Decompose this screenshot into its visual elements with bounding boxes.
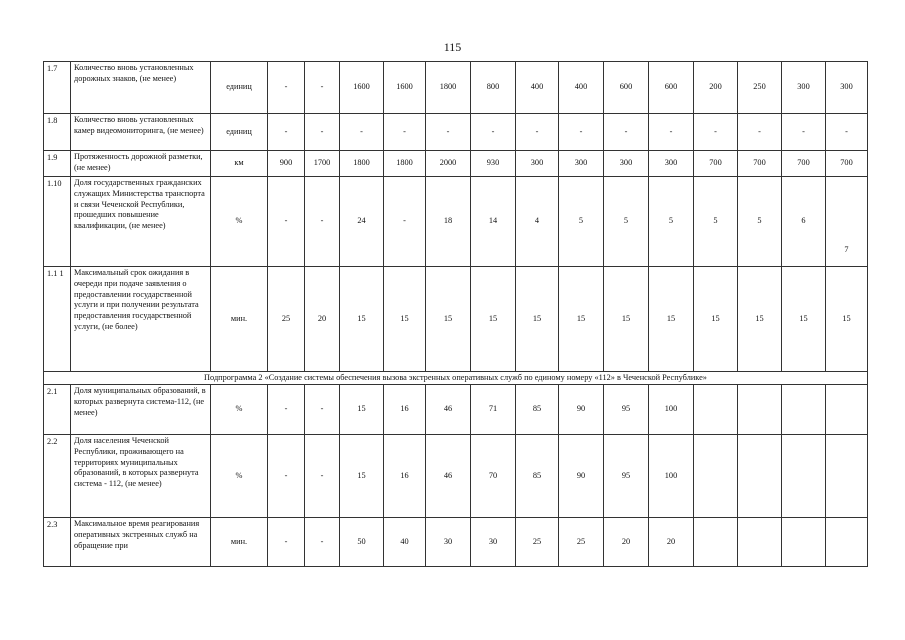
value-cell: 700 [782,151,826,177]
value-cell: 300 [604,151,649,177]
indicator-name: Доля государственных гражданских служащих Министерства транспорта и связи Чеченской Республики, прошедших повышение квалификации, (не менее) [71,177,211,267]
value-cell: 700 [826,151,868,177]
row-number: 2.2 [44,435,71,518]
subprogram-header-row [44,372,868,385]
subprogram-title: Подпрограмма 2 «Создание системы обеспечения вызова экстренных оперативных служб по единому номеру «112» в Чеченской Республике» [44,372,868,385]
value-cell: 16 [384,385,426,435]
value-cell: - [738,114,782,151]
unit-cell: единиц [211,114,268,151]
value-cell: 25 [268,267,305,372]
value-cell: 30 [426,518,471,567]
value-cell: 15 [559,267,604,372]
value-cell: 200 [694,62,738,114]
value-cell: 900 [268,151,305,177]
value-cell [738,385,782,435]
value-cell [738,518,782,567]
value-cell: 15 [738,267,782,372]
row-number: 2.3 [44,518,71,567]
value-cell: 400 [516,62,559,114]
value-cell: 15 [826,267,868,372]
value-cell: - [826,114,868,151]
value-cell: - [305,385,340,435]
value-cell [782,518,826,567]
value-cell: 25 [559,518,604,567]
value-cell: 2000 [426,151,471,177]
row-number: 1.10 [44,177,71,267]
value-cell: 14 [471,177,516,267]
value-cell: 20 [305,267,340,372]
row-number: 1.9 [44,151,71,177]
value-cell: 100 [649,435,694,518]
value-cell: - [471,114,516,151]
value-cell: - [305,62,340,114]
value-cell: 800 [471,62,516,114]
unit-cell: единиц [211,62,268,114]
value-cell: - [268,385,305,435]
value-cell: - [268,518,305,567]
value-cell: - [694,114,738,151]
value-cell: 40 [384,518,426,567]
value-cell: 16 [384,435,426,518]
value-cell: 15 [694,267,738,372]
value-cell: 1800 [340,151,384,177]
value-cell: - [305,114,340,151]
value-cell: 700 [694,151,738,177]
value-cell: - [340,114,384,151]
value-cell: - [782,114,826,151]
table-row [44,267,868,372]
value-cell: - [268,62,305,114]
value-cell: 5 [559,177,604,267]
row-number: 2.1 [44,385,71,435]
value-cell: 1600 [384,62,426,114]
value-cell: 300 [782,62,826,114]
value-cell: 930 [471,151,516,177]
value-cell: 1800 [426,62,471,114]
value-cell: 15 [649,267,694,372]
value-cell: - [426,114,471,151]
value-cell [826,435,868,518]
value-cell: 24 [340,177,384,267]
value-cell: 15 [471,267,516,372]
value-cell [782,385,826,435]
row-number: 1.7 [44,62,71,114]
table-row [44,151,868,177]
value-cell: - [516,114,559,151]
value-cell: 250 [738,62,782,114]
indicator-name: Количество вновь установленных камер видеомониторинга, (не менее) [71,114,211,151]
value-cell: 1700 [305,151,340,177]
value-cell: 50 [340,518,384,567]
value-cell: 20 [604,518,649,567]
value-cell: - [384,177,426,267]
unit-cell: км [211,151,268,177]
unit-cell: % [211,177,268,267]
indicator-name: Максимальный срок ожидания в очереди при подаче заявления о предоставлении государственной услуги и при получении результата предоставления государственной услуги, (не более) [71,267,211,372]
value-cell: - [268,177,305,267]
value-cell [694,385,738,435]
value-cell [694,435,738,518]
value-cell: 6 [782,177,826,267]
value-cell: 300 [516,151,559,177]
value-cell: 95 [604,435,649,518]
unit-cell: мин. [211,518,268,567]
value-cell: 15 [384,267,426,372]
value-cell: - [268,114,305,151]
value-cell: 15 [340,435,384,518]
value-cell: 100 [649,385,694,435]
indicators-table [43,61,868,567]
table-row [44,177,868,267]
value-cell: 15 [340,385,384,435]
value-cell: 600 [649,62,694,114]
value-cell: - [559,114,604,151]
value-cell: 20 [649,518,694,567]
value-cell: 85 [516,435,559,518]
row-number: 1.8 [44,114,71,151]
value-cell: 85 [516,385,559,435]
value-cell: 18 [426,177,471,267]
indicator-name: Протяженность дорожной разметки, (не менее) [71,151,211,177]
value-cell: 700 [738,151,782,177]
unit-cell: мин. [211,267,268,372]
value-cell [782,435,826,518]
indicator-name: Доля муниципальных образований, в которых развернута система-112, (не менее) [71,385,211,435]
value-cell: 95 [604,385,649,435]
value-cell: 1600 [340,62,384,114]
table-row [44,385,868,435]
value-cell: 90 [559,435,604,518]
table-row [44,62,868,114]
value-cell: 600 [604,62,649,114]
value-cell: 46 [426,435,471,518]
value-cell: 5 [694,177,738,267]
value-cell: 90 [559,385,604,435]
value-cell [826,385,868,435]
value-cell [738,435,782,518]
value-cell: - [305,518,340,567]
value-cell: - [649,114,694,151]
unit-cell: % [211,435,268,518]
value-cell: 300 [559,151,604,177]
value-cell: 46 [426,385,471,435]
value-cell: - [384,114,426,151]
page-number: 115 [443,40,462,54]
value-cell: 15 [340,267,384,372]
value-cell: 15 [782,267,826,372]
value-cell: 5 [604,177,649,267]
value-cell: 5 [649,177,694,267]
value-cell: 70 [471,435,516,518]
value-cell: 25 [516,518,559,567]
value-cell: 4 [516,177,559,267]
value-cell [826,518,868,567]
row-number: 1.1 1 [44,267,71,372]
value-cell: 15 [604,267,649,372]
value-cell: - [305,435,340,518]
value-cell: 30 [471,518,516,567]
value-cell: 400 [559,62,604,114]
value-cell: 300 [826,62,868,114]
table-row [44,435,868,518]
indicator-name: Количество вновь установленных дорожных знаков, (не менее) [71,62,211,114]
value-cell: 1800 [384,151,426,177]
value-cell: 300 [649,151,694,177]
value-cell: 15 [516,267,559,372]
value-cell: 15 [426,267,471,372]
indicator-name: Максимальное время реагирования оперативных экстренных служб на обращение при [71,518,211,567]
value-cell: - [604,114,649,151]
value-cell: 7 [826,177,868,267]
value-cell: 5 [738,177,782,267]
value-cell [694,518,738,567]
value-cell: - [305,177,340,267]
table-row [44,114,868,151]
value-cell: - [268,435,305,518]
table-row [44,518,868,567]
value-cell: 71 [471,385,516,435]
indicator-name: Доля населения Чеченской Республики, проживающего на территориях муниципальных образований, в которых развернута система - 112, (не менее) [71,435,211,518]
unit-cell: % [211,385,268,435]
